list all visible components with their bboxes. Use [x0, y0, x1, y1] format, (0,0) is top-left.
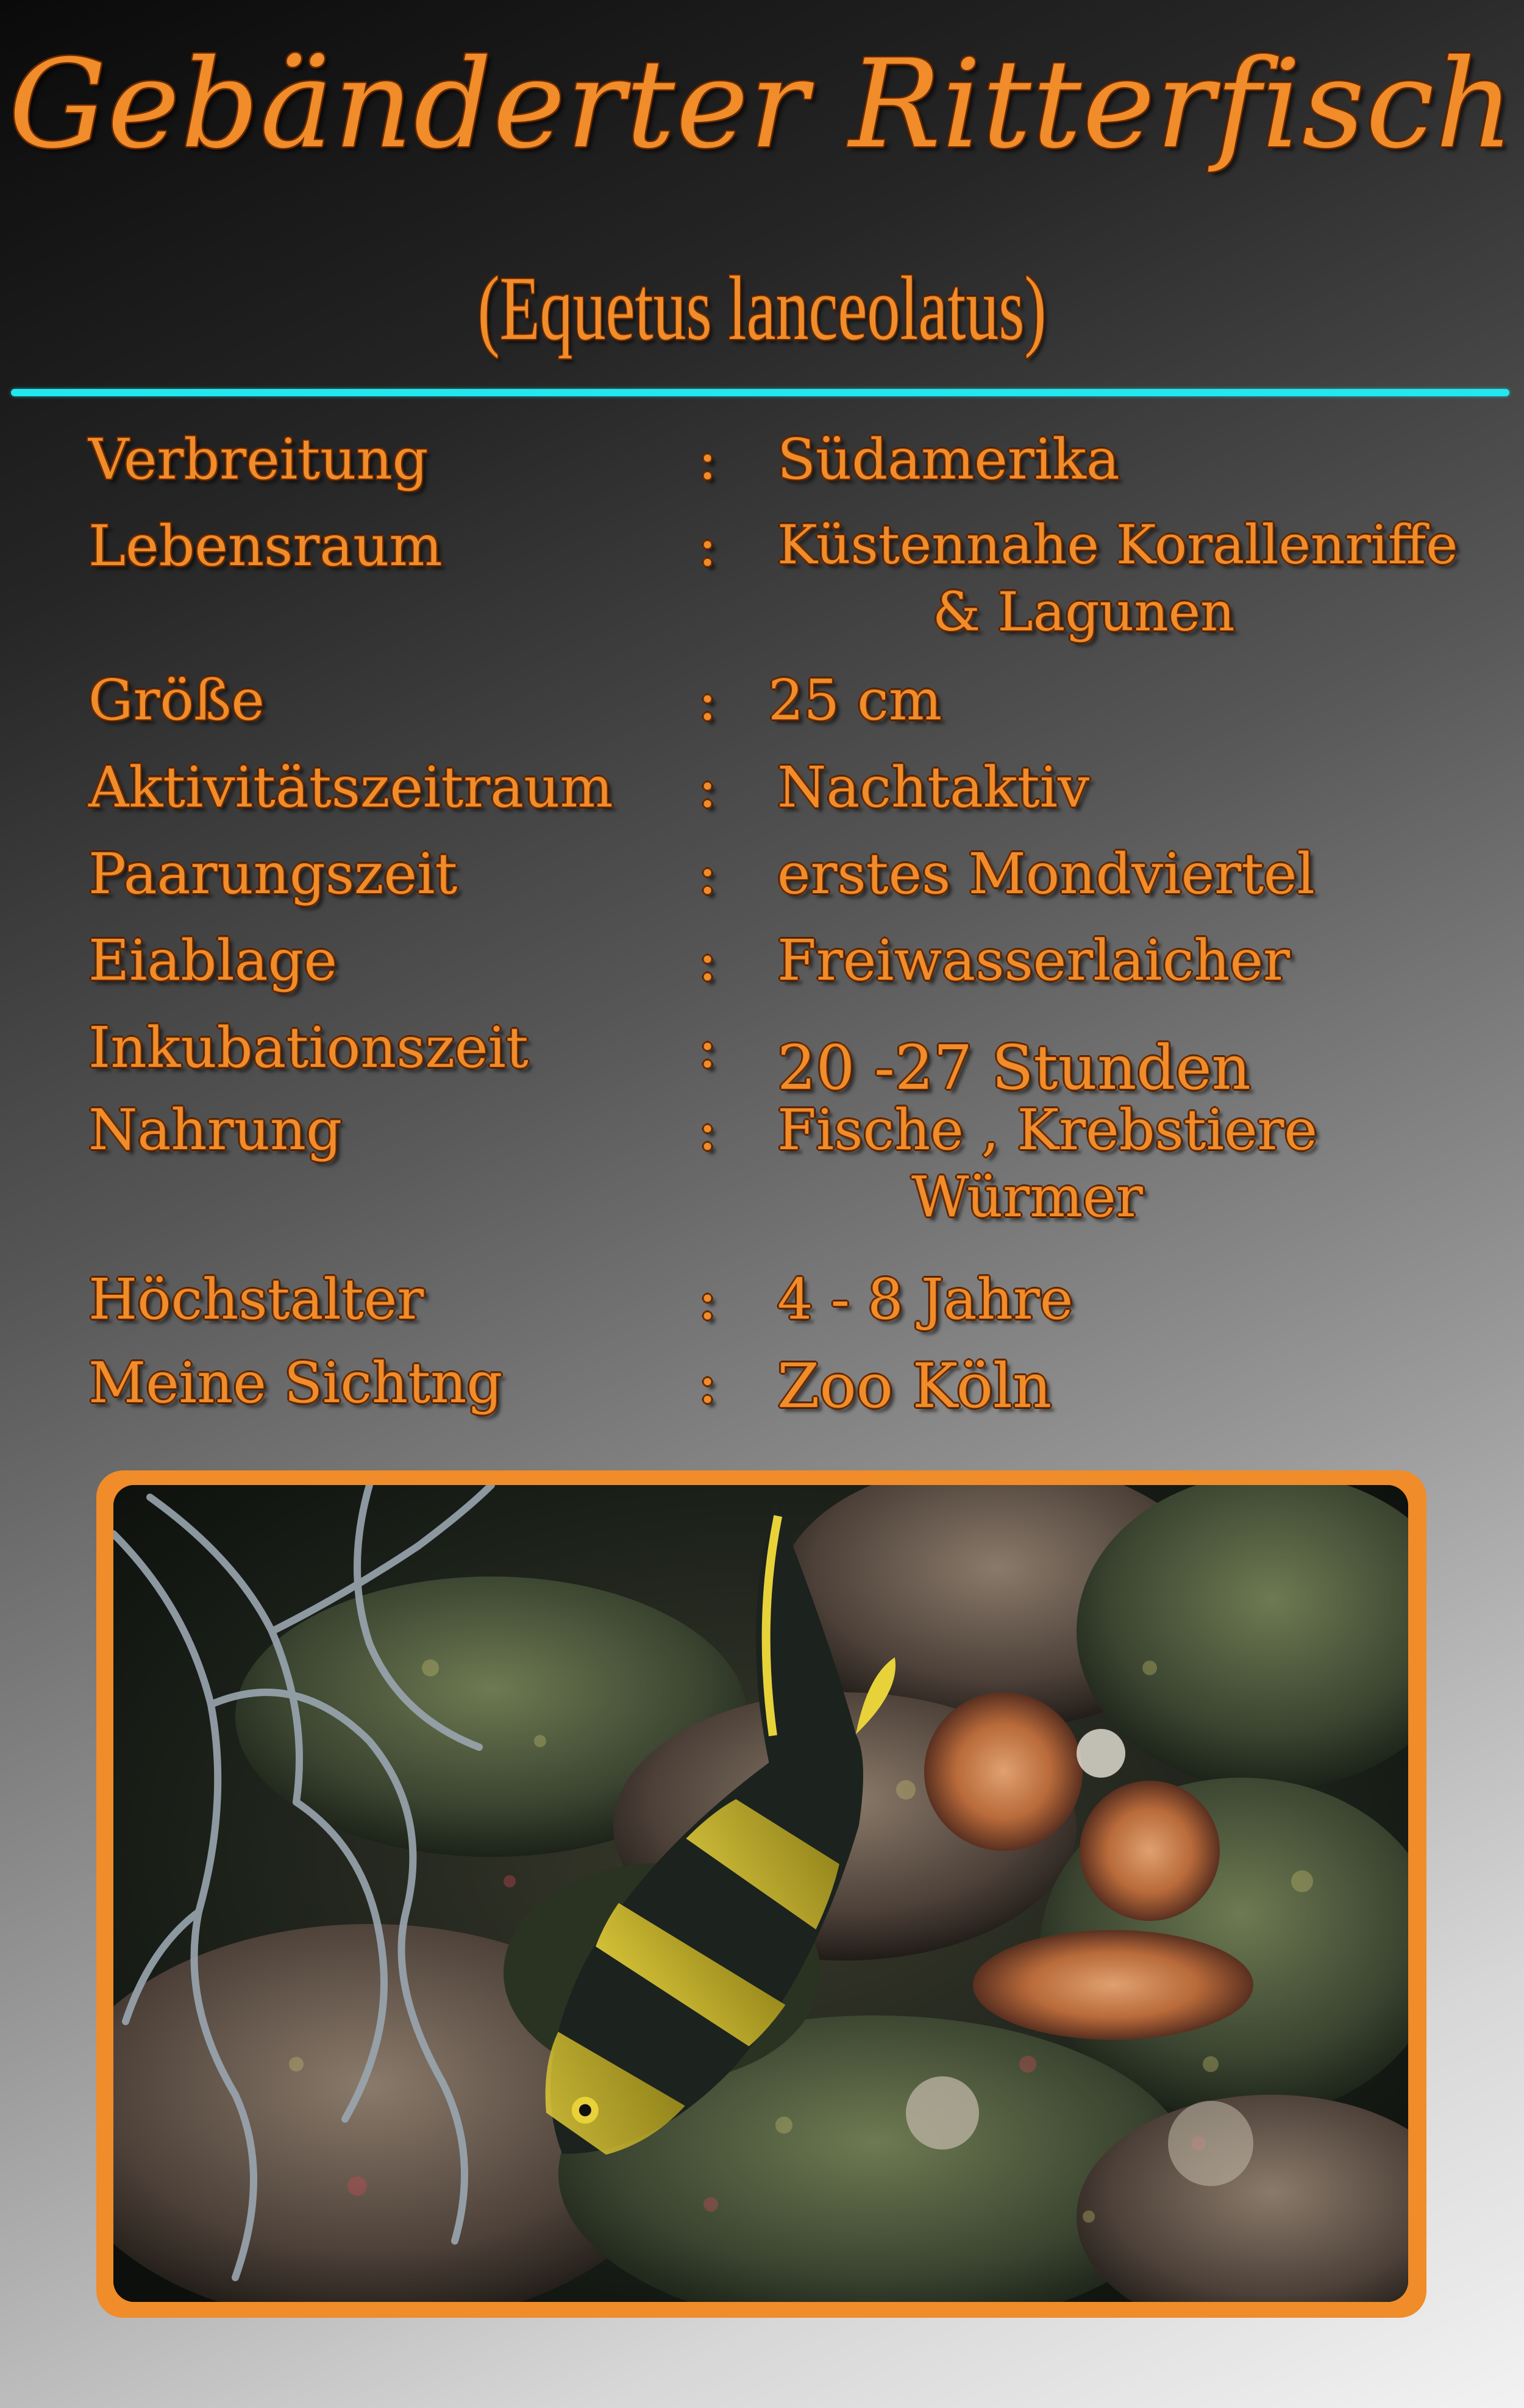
fact-separator: : — [698, 1350, 717, 1416]
photo-frame — [96, 1470, 1426, 2318]
fact-label: Meine Sichtng — [88, 1350, 503, 1416]
fact-label: Verbreitung — [88, 427, 429, 492]
fact-value: 20 -27 Stunden — [777, 1032, 1251, 1103]
fact-separator: : — [698, 928, 717, 993]
page-title: Gebänderter Ritterfisch — [9, 34, 1515, 176]
fact-value-continued: & Lagunen — [933, 580, 1235, 643]
fact-separator: : — [698, 841, 717, 907]
fact-value: Südamerika — [777, 427, 1120, 492]
scientific-name: (Equetus lanceolatus) — [477, 258, 1047, 359]
reef-photo — [113, 1485, 1408, 2302]
fact-label: Höchstalter — [88, 1267, 424, 1332]
fact-value: 4 - 8 Jahre — [777, 1267, 1074, 1332]
fact-value: Küstennahe Korallenriffe — [777, 513, 1458, 576]
fact-label: Lebensraum — [88, 513, 443, 579]
fact-label: Aktivitätszeitraum — [88, 755, 613, 820]
fact-separator: : — [698, 1097, 717, 1163]
fact-separator: : — [698, 755, 717, 820]
fact-value: Nachtaktiv — [777, 755, 1090, 820]
fact-separator: : — [698, 668, 717, 733]
fact-separator: : — [698, 1267, 717, 1332]
divider-line — [11, 389, 1509, 396]
fact-value-continued: Würmer — [911, 1164, 1143, 1230]
fact-value: Fische , Krebstiere — [777, 1097, 1317, 1163]
fact-value: Freiwasserlaicher — [777, 928, 1291, 993]
fact-value: Zoo Köln — [777, 1350, 1052, 1422]
fact-label: Größe — [88, 668, 265, 733]
fact-value: erstes Mondviertel — [777, 841, 1315, 907]
fact-label: Eiablage — [88, 928, 337, 993]
fact-separator: : — [698, 513, 717, 579]
fact-separator: : — [698, 1015, 717, 1080]
fact-label: Paarungszeit — [88, 841, 458, 907]
fact-label: Nahrung — [88, 1097, 342, 1163]
fact-separator: : — [698, 427, 717, 492]
fact-label: Inkubationszeit — [88, 1015, 529, 1080]
fact-value: 25 cm — [768, 668, 942, 733]
